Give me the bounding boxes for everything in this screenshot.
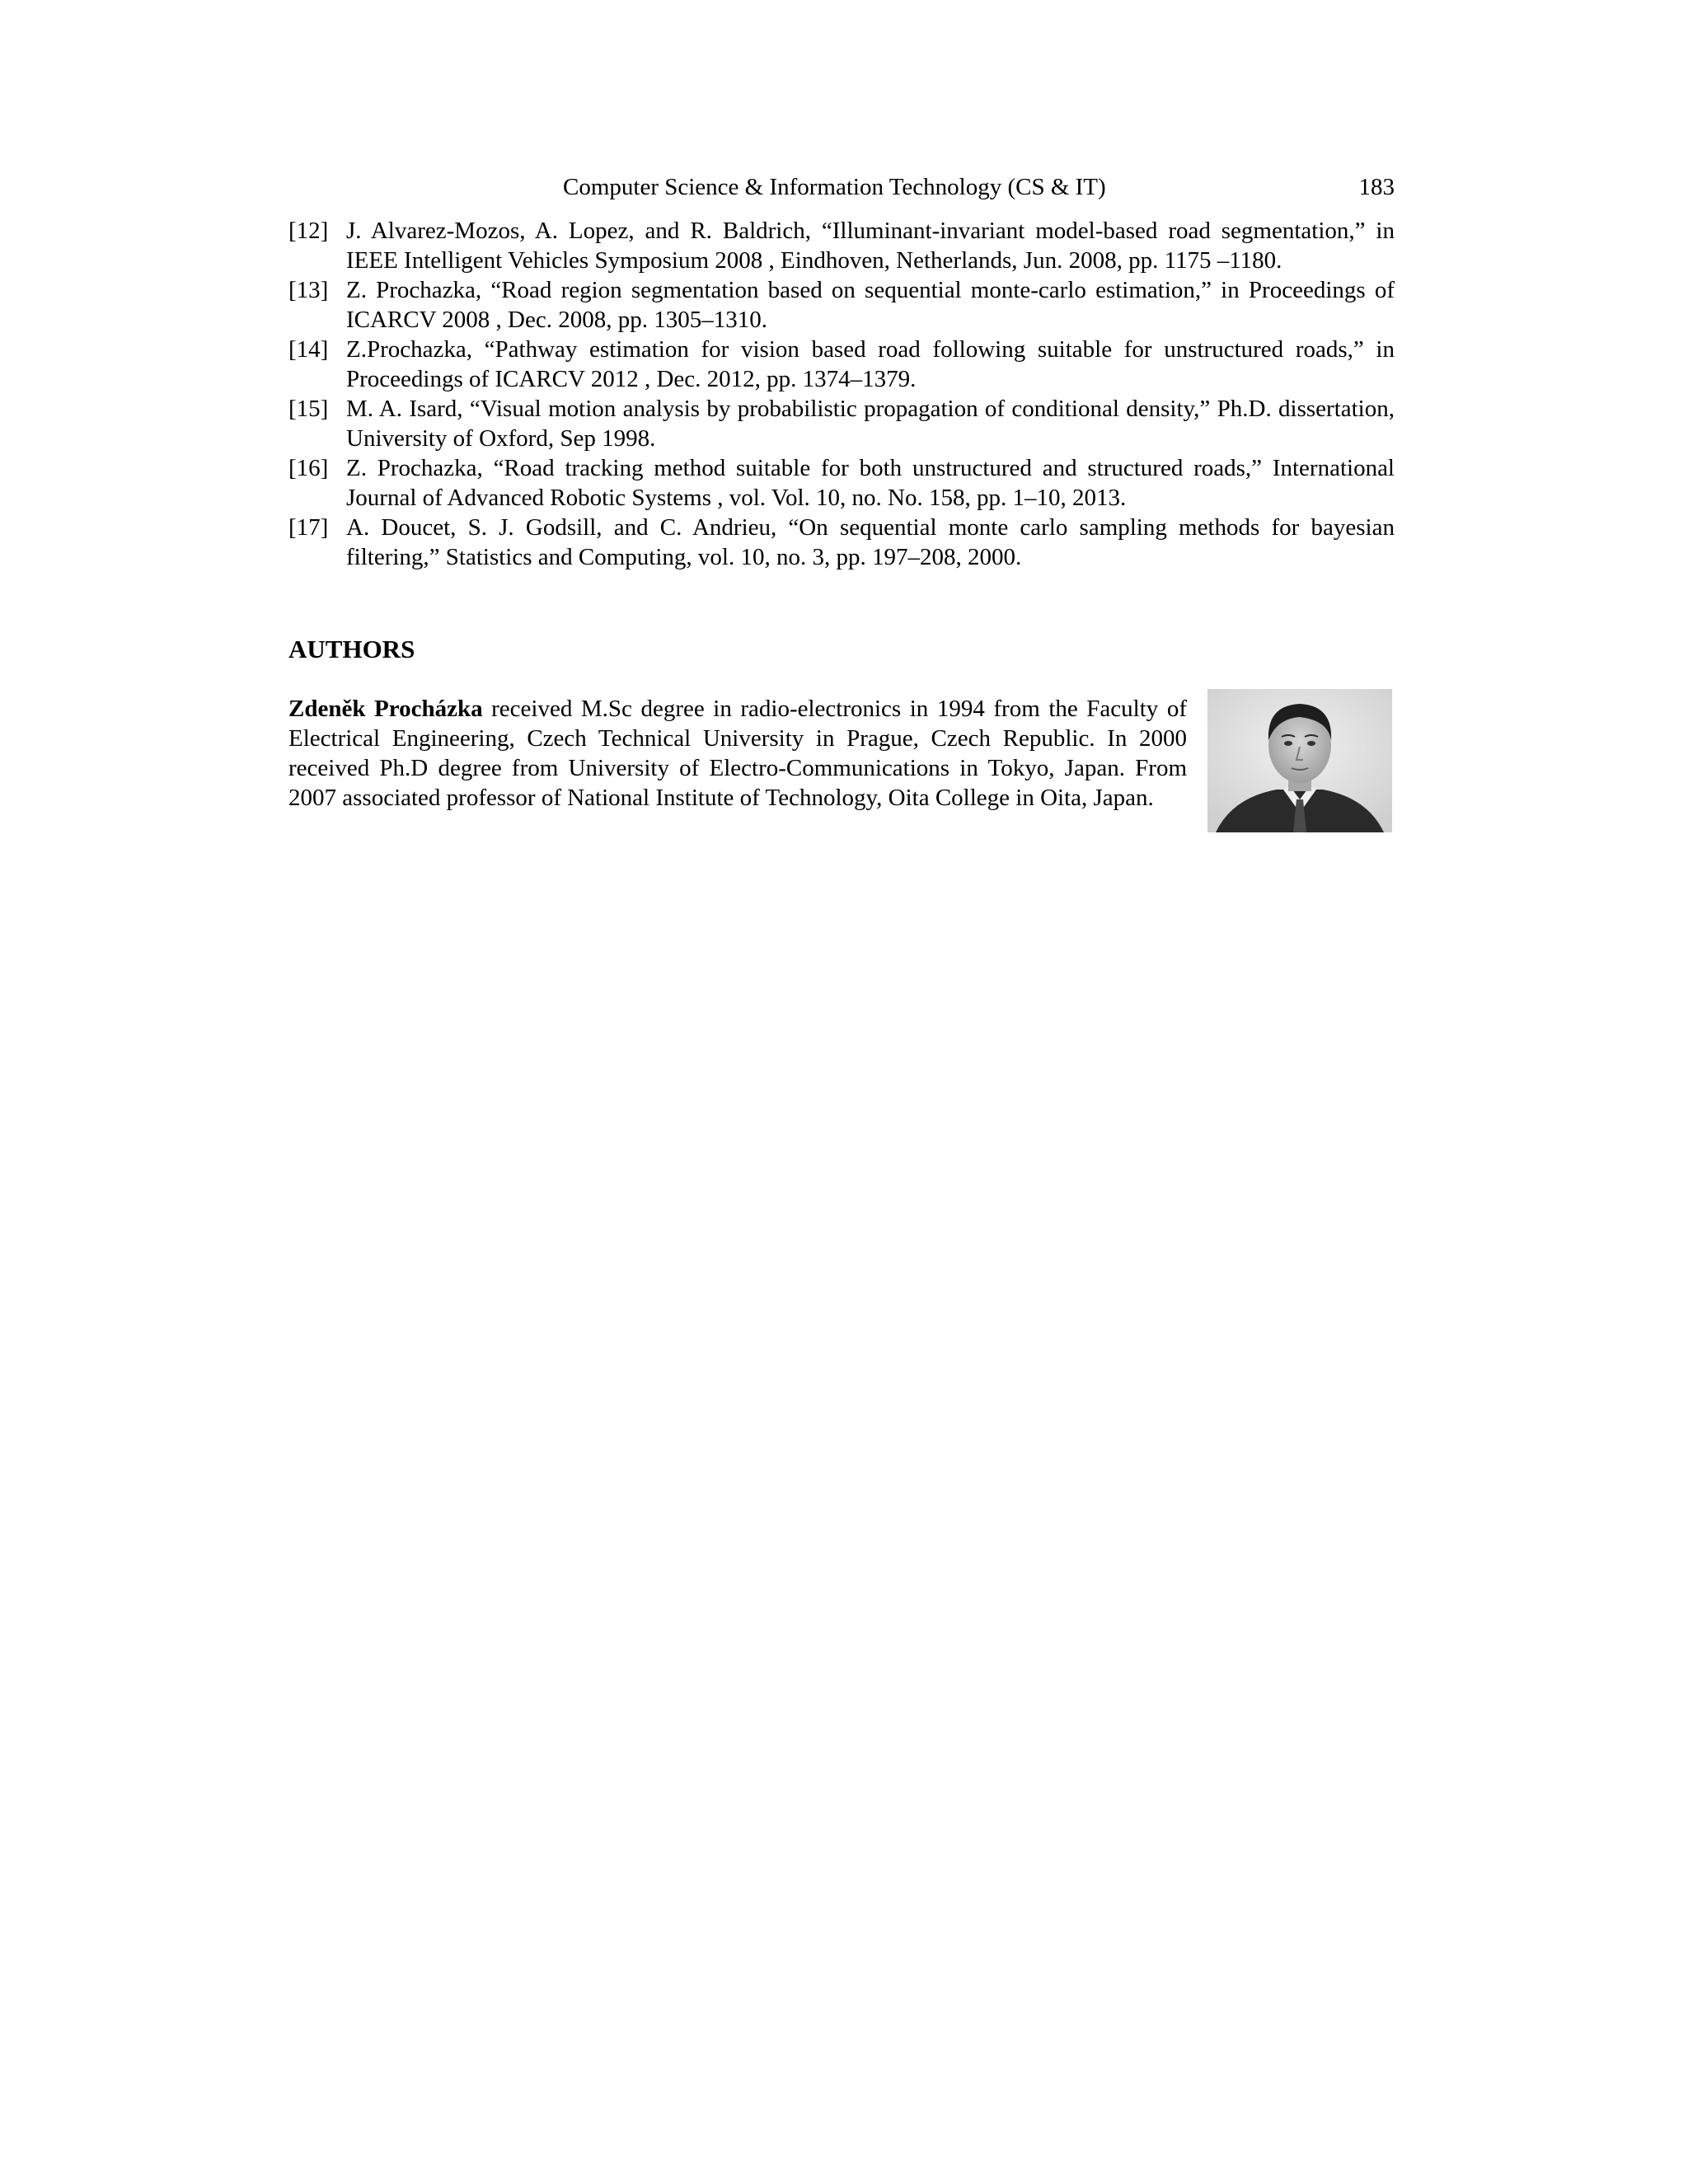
- reference-number: [16]: [288, 455, 329, 481]
- author-photo: [1207, 689, 1392, 832]
- reference-item: [288, 335, 1395, 394]
- reference-item: [288, 513, 1395, 572]
- author-biography: [288, 694, 1187, 813]
- author-bio-text: received M.Sc degree in radio-electronics in 1994 from the Faculty of Electrical Engineering, Czech Technical University in Prague, Czech Republic. In 2000 received Ph.D degree from University of Electro-Communications in Tokyo, Japan. From 2007 associated professor of National Institute of Technology, Oita College in Oita, Japan.: [288, 696, 1187, 811]
- author-portrait-image: [1207, 689, 1392, 832]
- reference-text: Z. Prochazka, “Road tracking method suitable for both unstructured and structured roads,” International Journal of Advanced Robotic Systems , vol. Vol. 10, no. No. 158, pp. 1–10, 2013.: [346, 455, 1395, 511]
- reference-number: [17]: [288, 514, 329, 541]
- reference-number: [12]: [288, 218, 329, 244]
- reference-text: M. A. Isard, “Visual motion analysis by probabilistic propagation of conditional density,” Ph.D. dissertation, University of Oxford, Sep 1998.: [346, 396, 1395, 452]
- author-name: Zdeněk Procházka: [288, 696, 483, 722]
- reference-text: Z. Prochazka, “Road region segmentation based on sequential monte-carlo estimation,” in Proceedings of ICARCV 2008 , Dec. 2008, pp. 1305–1310.: [346, 277, 1395, 333]
- journal-title: Computer Science & Information Technology (CS & IT): [563, 174, 1106, 200]
- reference-item: [288, 275, 1395, 335]
- authors-heading: AUTHORS: [288, 635, 415, 663]
- reference-list: [288, 216, 1395, 572]
- page-number: 183: [1358, 174, 1395, 200]
- reference-text: Z.Prochazka, “Pathway estimation for vision based road following suitable for unstructured roads,” in Proceedings of ICARCV 2012 , Dec. 2012, pp. 1374–1379.: [346, 336, 1395, 392]
- reference-item: [288, 216, 1395, 275]
- reference-text: A. Doucet, S. J. Godsill, and C. Andrieu, “On sequential monte carlo sampling methods for bayesian filtering,” Statistics and Computing, vol. 10, no. 3, pp. 197–208, 2000.: [346, 514, 1395, 570]
- reference-item: [288, 453, 1395, 513]
- reference-number: [14]: [288, 336, 329, 363]
- reference-number: [13]: [288, 277, 329, 303]
- reference-text: J. Alvarez-Mozos, A. Lopez, and R. Baldrich, “Illuminant-invariant model-based road segmentation,” in IEEE Intelligent Vehicles Symposium 2008 , Eindhoven, Netherlands, Jun. 2008, pp. 1175 –1180.: [346, 218, 1395, 274]
- running-header: [288, 169, 1395, 205]
- reference-number: [15]: [288, 396, 329, 422]
- reference-item: [288, 394, 1395, 453]
